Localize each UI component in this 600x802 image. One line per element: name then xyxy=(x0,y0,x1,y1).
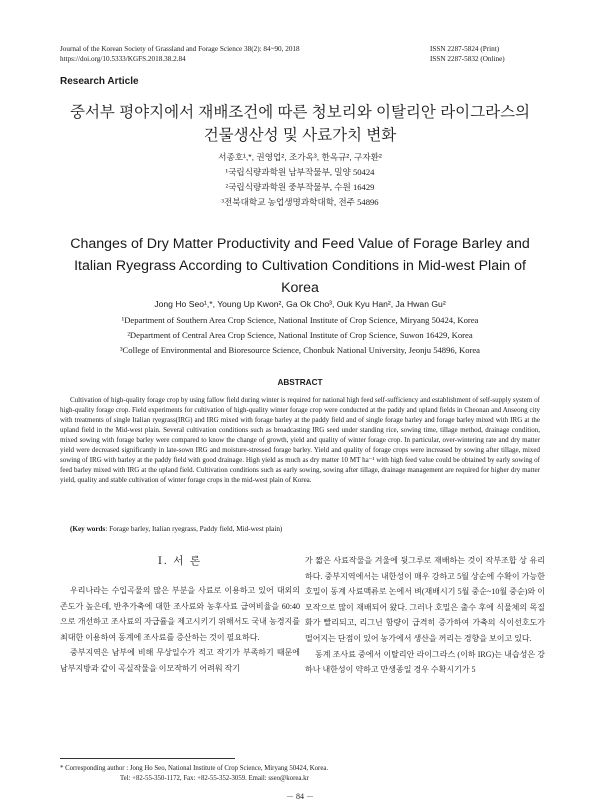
issn-online: ISSN 2287-5832 (Online) xyxy=(430,55,505,63)
footnote-line-1: * Corresponding author : Jong Ho Seo, National Institute of Crop Science, Miryang 50424, Korea. xyxy=(60,765,329,772)
corresponding-author-footnote xyxy=(60,764,328,783)
journal-citation: Journal of the Korean Society of Grassland and Forage Science 38(2): 84~90, 2018 xyxy=(60,45,300,53)
body-paragraph: 중부지역은 남부에 비해 무상일수가 적고 작기가 부족하기 때문에 남부지방과 같이 곡실작물을 이모작하기 어려워 작기 xyxy=(60,648,300,673)
abstract-heading: ABSTRACT xyxy=(277,378,323,387)
english-title-line-2: Italian Ryegrass According to Cultivation Conditions in Mid-west Plain of xyxy=(74,258,526,274)
body-column-left xyxy=(60,553,300,677)
body-paragraph: 우리나라는 수입곡물의 많은 부분을 사료로 이용하고 있어 대외의존도가 높은데, 반추가축에 대한 조사료와 농후사료 급여비율을 60:40으로 개선하고 조사료의 자급률을 제고시키기 위해서도 국내 농경지를 최대한 이용하여 동계에 조사료를 증산하는 것이 필요하다. xyxy=(60,586,300,642)
abstract-text: Cultivation of high-quality forage crop by using fallow field during winter is required for national high feed self-sufficiency and establishment of self-supply system of high-quality forage crop. Field experiments for cultivation of high-quality winter forage crop were conducted at the paddy and upland fields in Cheonan and Anseong city with treatments of single Italian ryegrass(IRG) and IRG mixed with forage barley at the paddy field and of single forage barley and forage barley mixed with IRG at the upland field in the Mid-west plain. Several cultivation conditions such as broadcasting IRG seed under standing rice, sowing time, tillage method, drainage condition, mixed sowing with forage barley were compared to know the change of growth, yield and quality of winter forage crop. In particular, over-wintering rate and dry matter yield were decreased significantly in late-sown IRG and moisture-stressed forage barley. Yield and quality of forage crops were increased by sowing after tillage, mixed sowing of IRG with barley at the paddy field with good drainage. High yield as much as dry matter 10 MT ha⁻¹ with high feed value could be obtained by early sowing of feed barley mixed with IRG at the upland field. Cultivation conditions such as early sowing, sowing after tillage, drainage management are required for higher dry matter yield, quality and stable cultivation of winter forage crops in the mid-west plain of Korea. xyxy=(60,396,540,485)
english-affiliation-3: ³College of Environmental and Bioresource Science, Chonbuk National University, Jeonju 54896, Korea xyxy=(119,345,480,355)
journal-header xyxy=(60,44,300,64)
footnote-line-2: Tel: +82-55-350-1172, Fax: +82-55-352-3059. Email: sseo@korea.kr xyxy=(120,774,309,782)
keywords-label: (Key words xyxy=(70,525,106,533)
body-paragraph: 동계 조사료 중에서 이탈리안 라이그라스 (이하 IRG)는 내습성은 강하나 내한성이 약하고 만생종일 경우 수확시기가 5 xyxy=(305,649,545,675)
section-title-introduction: Ⅰ. 서 론 xyxy=(157,556,203,567)
english-authors: Jong Ho Seo¹,*, Young Up Kwon², Ga Ok Cho³, Ouk Kyu Han², Ja Hwan Gu² xyxy=(154,299,446,309)
korean-title-line-1: 중서부 평야지에서 재배조건에 따른 청보리와 이탈리안 라이그라스의 xyxy=(69,104,531,121)
issn-print: ISSN 2287-5824 (Print) xyxy=(430,45,500,53)
english-title-line-3: Korea xyxy=(281,280,319,296)
keywords-list: : Forage barley, Italian ryegrass, Paddy field, Mid-west plain) xyxy=(105,525,283,533)
footnote-divider xyxy=(60,758,235,759)
article-type-label: Research Article xyxy=(60,76,139,87)
keywords-line xyxy=(70,525,282,533)
english-affiliation-1: ¹Department of Southern Area Crop Science, National Institute of Crop Science, Miryang 50424, Korea xyxy=(121,315,479,325)
korean-authors: 서종호¹,*, 권영업², 조가옥³, 한옥규², 구자환² xyxy=(218,152,382,162)
english-title-line-1: Changes of Dry Matter Productivity and Feed Value of Forage Barley and xyxy=(70,236,530,252)
korean-affiliation-2: ²국립식량과학원 중부작물부, 수원 16429 xyxy=(225,182,375,192)
doi-link[interactable]: https://doi.org/10.5333/KGFS.2018.38.2.84 xyxy=(60,55,186,63)
issn-block xyxy=(430,44,505,64)
english-affiliation-2: ²Department of Central Area Crop Science, National Institute of Crop Science, Suwon 16429, Korea xyxy=(127,330,473,340)
page-number: － 84 － xyxy=(286,792,314,801)
korean-affiliation-3: ³전북대학교 농업생명과학대학, 전주 54896 xyxy=(221,197,379,207)
body-paragraph: 가 짧은 사료작물을 겨울에 뒷그루로 재배하는 것이 작부조합 상 유리하다. 중부지역에서는 내한성이 매우 강하고 5월 상순에 수확이 가능한 호밀이 동계 사료맥류로 논에서 벼(재배시기 5월 중순~10월 중순)와 이모작으로 많이 재배되어 왔다. 그러나 호밀은 출수 후에 식물체의 목질화가 빨리되고, 리그닌 함량이 급격히 증가하여 가축의 식이선호도가 떨어지는 단점이 있어 농가에서 생산을 꺼리는 경향을 보이고 있다. xyxy=(305,556,545,643)
korean-title-line-2: 건물생산성 및 사료가치 변화 xyxy=(203,127,397,144)
body-column-right xyxy=(305,553,545,678)
korean-affiliation-1: ¹국립식량과학원 남부작물부, 밀양 50424 xyxy=(225,167,375,177)
